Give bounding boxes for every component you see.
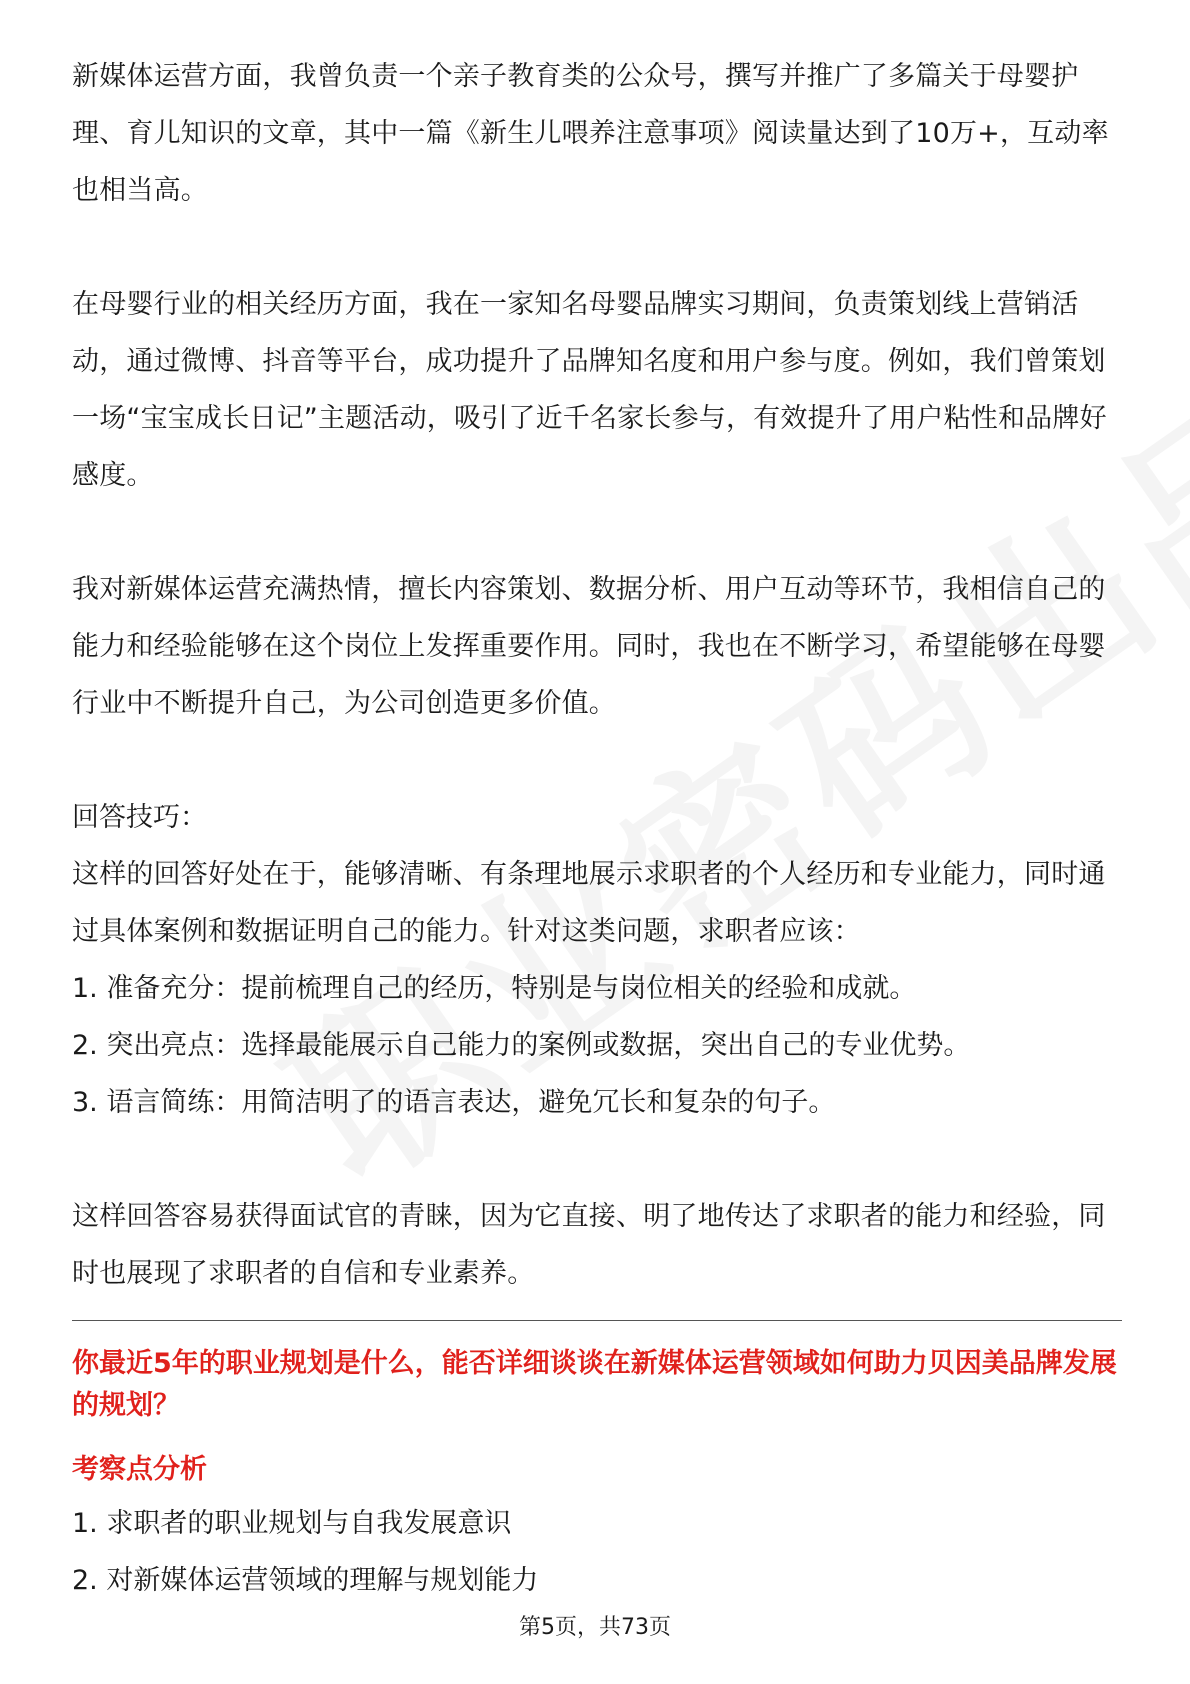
tips-conclusion: 这样回答容易获得面试官的青睐，因为它直接、明了地传达了求职者的能力和经验，同时也展现了求职者的自信和专业素养。 xyxy=(72,1201,1106,1289)
analysis-item-2: 2. 对新媒体运营领域的理解与规划能力 xyxy=(72,1565,539,1596)
tips-intro: 这样的回答好处在于，能够清晰、有条理地展示求职者的个人经历和专业能力，同时通过具体案例和数据证明自己的能力。针对这类问题，求职者应该： xyxy=(72,859,1106,947)
page-number: 第5页，共73页 xyxy=(519,1615,671,1640)
spacer xyxy=(72,219,1122,276)
tips-item-1: 1. 准备充分：提前梳理自己的经历，特别是与岗位相关的经验和成就。 xyxy=(72,973,917,1004)
tips-heading: 回答技巧： xyxy=(72,802,207,833)
analysis-title: 考察点分析 xyxy=(72,1454,207,1485)
section-divider xyxy=(72,1320,1122,1321)
tips-item-3: 3. 语言简练：用简洁明了的语言表达，避免冗长和复杂的句子。 xyxy=(72,1087,836,1118)
paragraph-passion: 我对新媒体运营充满热情，擅长内容策划、数据分析、用户互动等环节，我相信自己的能力和经验能够在这个岗位上发挥重要作用。同时，我也在不断学习，希望能够在母婴行业中不断提升自己，为公司创造更多价值。 xyxy=(72,574,1106,719)
spacer xyxy=(72,504,1122,561)
paragraph-new-media: 新媒体运营方面，我曾负责一个亲子教育类的公众号，撰写并推广了多篇关于母婴护理、育儿知识的文章，其中一篇《新生儿喂养注意事项》阅读量达到了10万+，互动率也相当高。 xyxy=(72,61,1109,206)
document-page xyxy=(72,48,1122,1609)
question-heading: 你最近5年的职业规划是什么，能否详细谈谈在新媒体运营领域如何助力贝因美品牌发展的规划？ xyxy=(72,1348,1117,1421)
paragraph-industry-experience: 在母婴行业的相关经历方面，我在一家知名母婴品牌实习期间，负责策划线上营销活动，通过微博、抖音等平台，成功提升了品牌知名度和用户参与度。例如，我们曾策划一场“宝宝成长日记”主题活动，吸引了近千名家长参与，有效提升了用户粘性和品牌好感度。 xyxy=(72,289,1107,491)
spacer xyxy=(72,732,1122,789)
spacer xyxy=(72,1131,1122,1188)
tips-item-2: 2. 突出亮点：选择最能展示自己能力的案例或数据，突出自己的专业优势。 xyxy=(72,1030,971,1061)
analysis-item-1: 1. 求职者的职业规划与自我发展意识 xyxy=(72,1508,512,1539)
